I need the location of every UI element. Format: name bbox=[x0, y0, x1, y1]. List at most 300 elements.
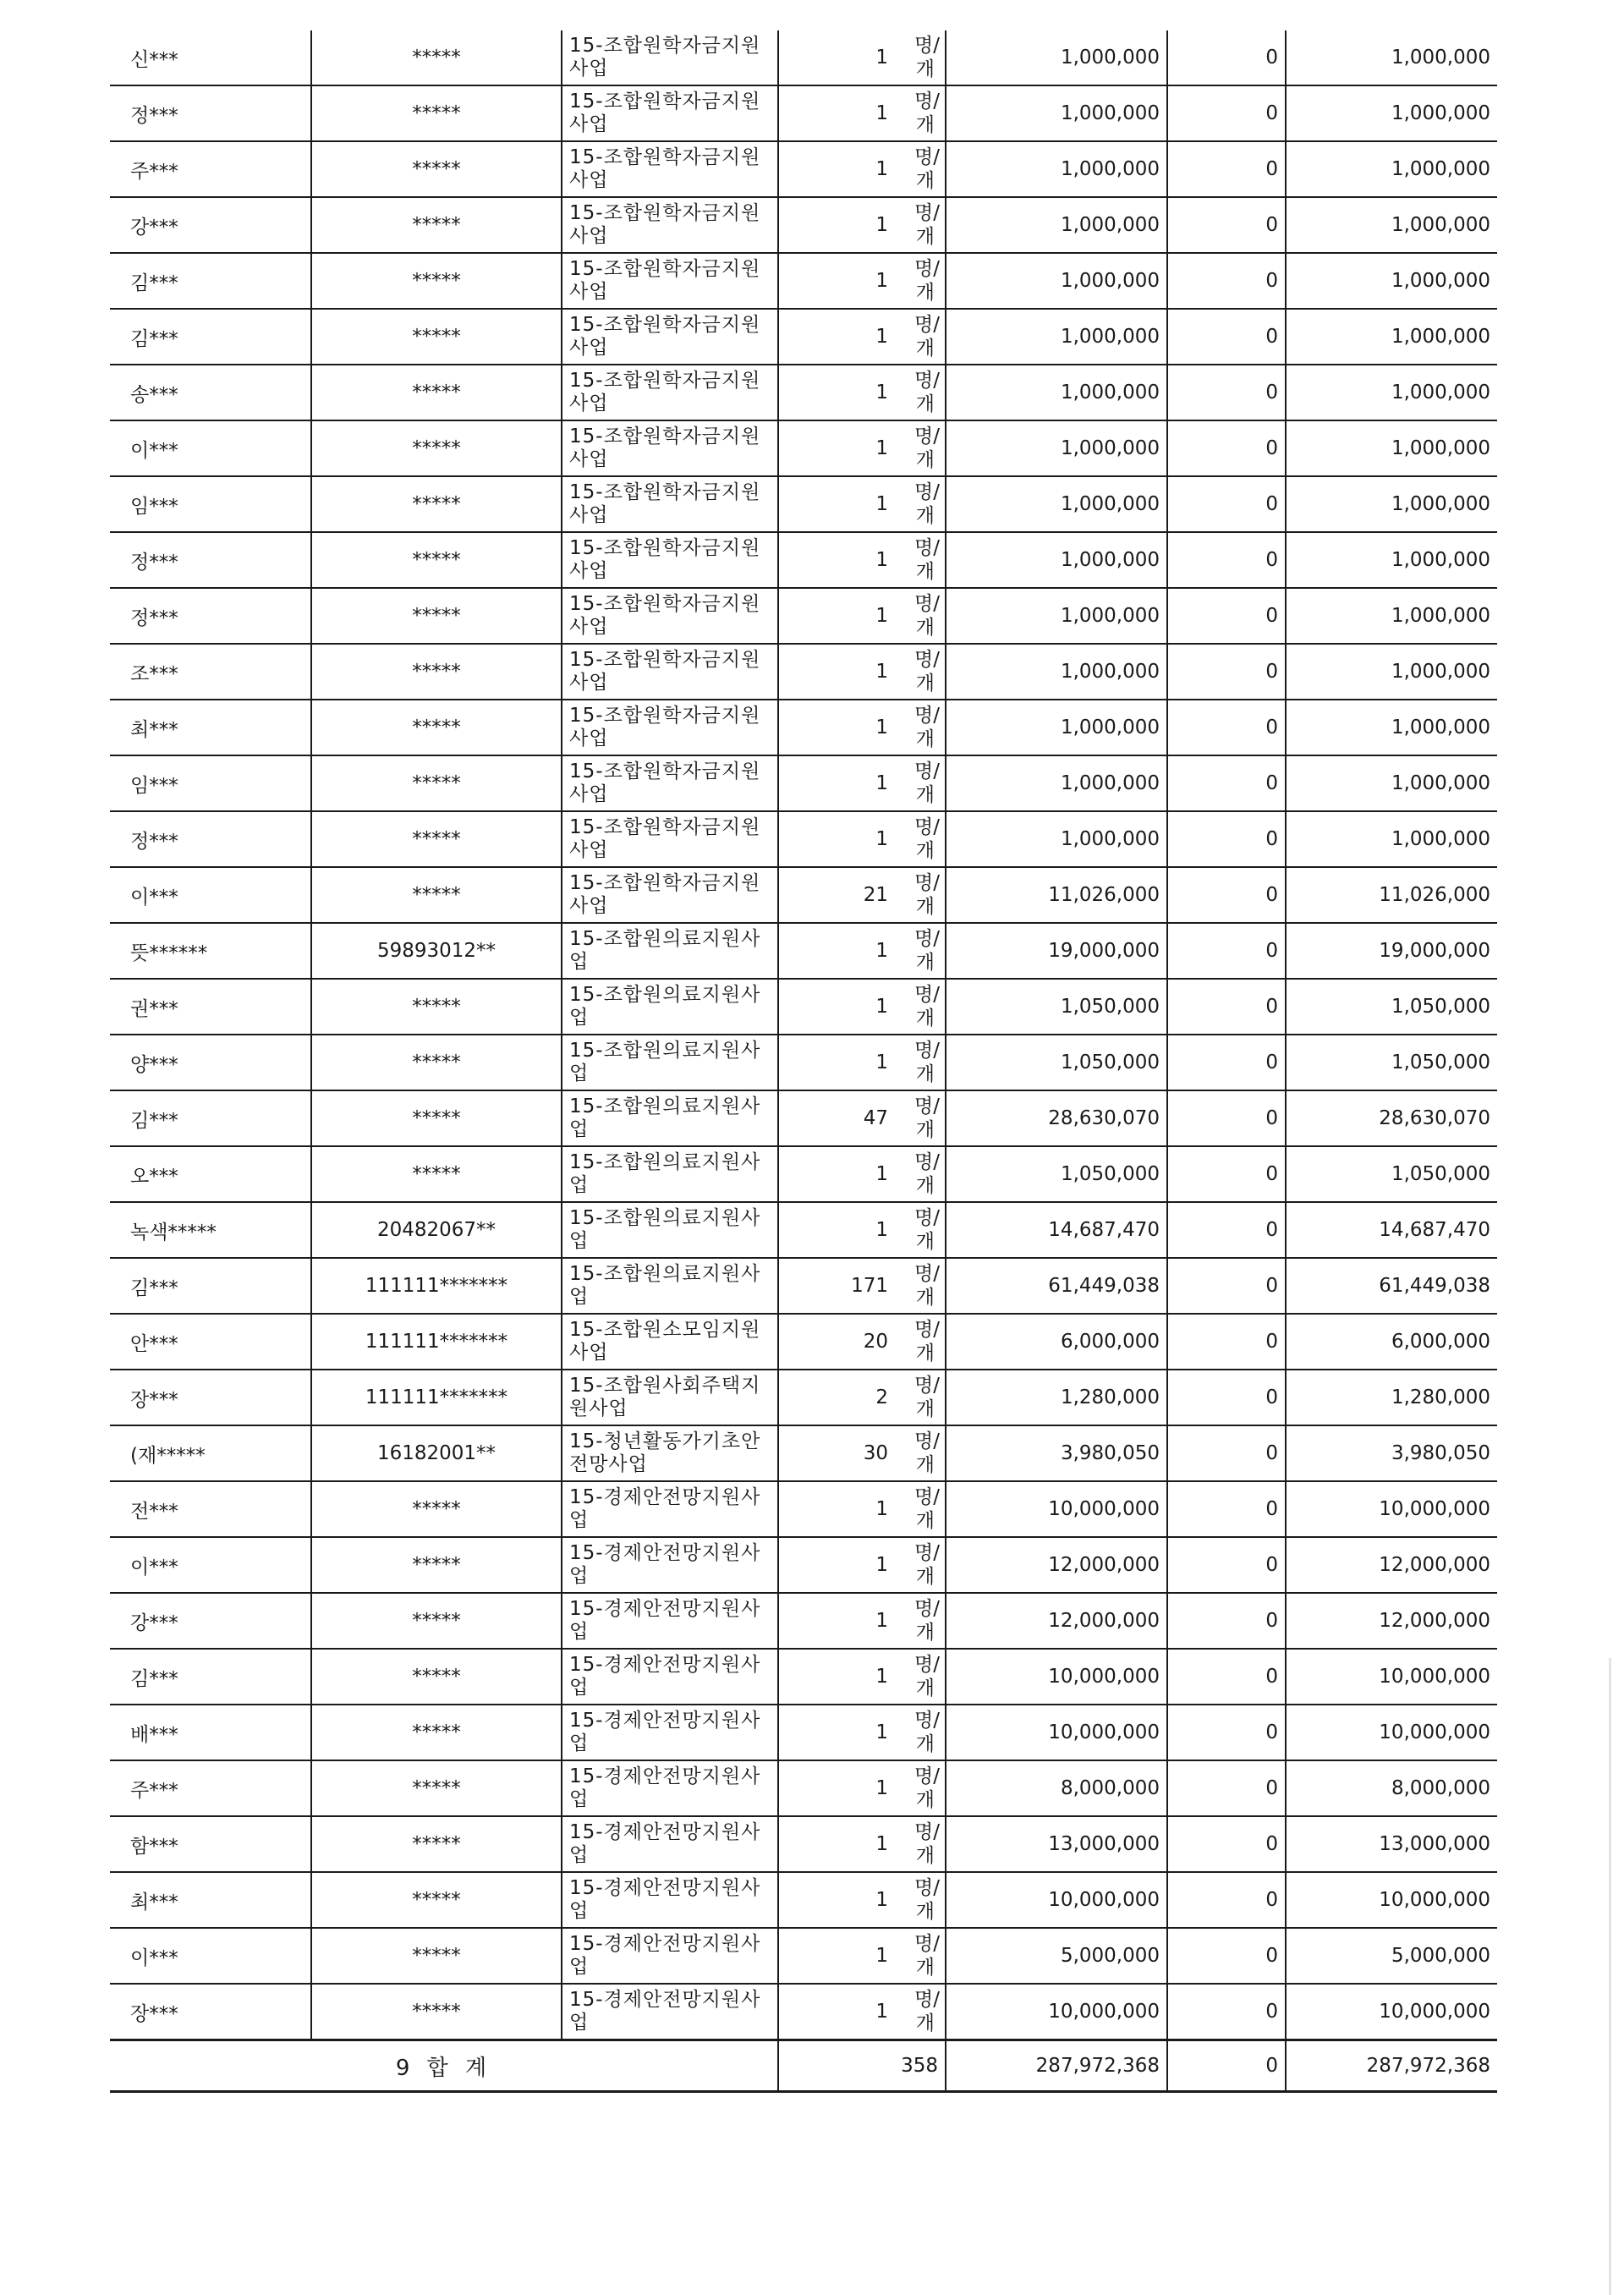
program-name: 15-조합원의료지원사업 bbox=[562, 1090, 778, 1146]
table-row bbox=[110, 1705, 1497, 1760]
recipient-id: ***** bbox=[311, 700, 562, 755]
total-amount: 10,000,000 bbox=[1286, 1705, 1497, 1760]
unit-label-bottom: 개 bbox=[915, 1733, 935, 1755]
table-row bbox=[110, 588, 1497, 644]
unit-cell bbox=[905, 1314, 946, 1370]
total-amount: 14,687,470 bbox=[1286, 1202, 1497, 1258]
deduction: 0 bbox=[1167, 588, 1286, 644]
table-row bbox=[110, 532, 1497, 588]
program-name: 15-조합원학자금지원사업 bbox=[562, 532, 778, 588]
unit-label-bottom: 개 bbox=[915, 1622, 935, 1644]
recipient-id: 111111******* bbox=[311, 1314, 562, 1370]
deduction: 0 bbox=[1167, 141, 1286, 197]
recipient-id: ***** bbox=[311, 1705, 562, 1760]
recipient-name: 이*** bbox=[110, 867, 311, 923]
program-name: 15-경제안전망지원사업 bbox=[562, 1649, 778, 1705]
recipient-id: ***** bbox=[311, 141, 562, 197]
recipient-name: 최*** bbox=[110, 700, 311, 755]
amount: 1,280,000 bbox=[946, 1370, 1167, 1425]
total-amount: 11,026,000 bbox=[1286, 867, 1497, 923]
unit-cell bbox=[905, 700, 946, 755]
amount: 10,000,000 bbox=[946, 1649, 1167, 1705]
recipient-name: 이*** bbox=[110, 1928, 311, 1984]
total-amount: 1,000,000 bbox=[1286, 309, 1497, 365]
deduction: 0 bbox=[1167, 923, 1286, 979]
quantity: 1 bbox=[778, 1537, 905, 1593]
unit-cell bbox=[905, 644, 946, 700]
table-row bbox=[110, 309, 1497, 365]
unit-cell bbox=[905, 1649, 946, 1705]
recipient-name: 권*** bbox=[110, 979, 311, 1035]
recipient-name: 오*** bbox=[110, 1146, 311, 1202]
recipient-id: 111111******* bbox=[311, 1258, 562, 1314]
unit-cell bbox=[905, 923, 946, 979]
table-row bbox=[110, 1202, 1497, 1258]
amount: 61,449,038 bbox=[946, 1258, 1167, 1314]
amount: 1,050,000 bbox=[946, 1035, 1167, 1090]
table-row bbox=[110, 923, 1497, 979]
table-row bbox=[110, 1258, 1497, 1314]
unit-cell bbox=[905, 1760, 946, 1816]
recipient-name: 신*** bbox=[110, 30, 311, 85]
unit-label-top: 명/ bbox=[914, 1095, 940, 1117]
amount: 1,000,000 bbox=[946, 700, 1167, 755]
recipient-id: ***** bbox=[311, 1146, 562, 1202]
quantity: 1 bbox=[778, 253, 905, 309]
table-row bbox=[110, 755, 1497, 811]
unit-label-bottom: 개 bbox=[915, 1789, 935, 1811]
program-name: 15-조합원소모임지원사업 bbox=[562, 1314, 778, 1370]
unit-label-top: 명/ bbox=[914, 370, 940, 392]
unit-cell bbox=[905, 309, 946, 365]
unit-label-bottom: 개 bbox=[915, 393, 935, 415]
unit-cell bbox=[905, 1258, 946, 1314]
total-amount: 1,280,000 bbox=[1286, 1370, 1497, 1425]
scan-edge-shadow bbox=[1609, 1658, 1611, 2295]
unit-label-bottom: 개 bbox=[915, 1677, 935, 1699]
deduction: 0 bbox=[1167, 309, 1286, 365]
quantity: 21 bbox=[778, 867, 905, 923]
amount: 1,000,000 bbox=[946, 30, 1167, 85]
unit-label-bottom: 개 bbox=[915, 673, 935, 695]
recipient-name: 이*** bbox=[110, 420, 311, 476]
total-amount: 1,000,000 bbox=[1286, 700, 1497, 755]
unit-label-top: 명/ bbox=[914, 984, 940, 1006]
deduction: 0 bbox=[1167, 644, 1286, 700]
unit-cell bbox=[905, 1816, 946, 1872]
quantity: 1 bbox=[778, 1593, 905, 1649]
unit-label-top: 명/ bbox=[914, 258, 940, 280]
recipient-name: 주*** bbox=[110, 141, 311, 197]
amount: 1,000,000 bbox=[946, 141, 1167, 197]
recipient-id: ***** bbox=[311, 1760, 562, 1816]
amount: 1,000,000 bbox=[946, 420, 1167, 476]
unit-label-bottom: 개 bbox=[915, 1231, 935, 1253]
amount: 8,000,000 bbox=[946, 1760, 1167, 1816]
total-amount: 1,000,000 bbox=[1286, 644, 1497, 700]
amount: 10,000,000 bbox=[946, 1705, 1167, 1760]
unit-label-top: 명/ bbox=[914, 760, 940, 782]
quantity: 1 bbox=[778, 1705, 905, 1760]
table-row bbox=[110, 1593, 1497, 1649]
recipient-name: 정*** bbox=[110, 811, 311, 867]
recipient-id: ***** bbox=[311, 309, 562, 365]
unit-label-bottom: 개 bbox=[915, 1175, 935, 1197]
quantity: 1 bbox=[778, 141, 905, 197]
recipient-id: ***** bbox=[311, 420, 562, 476]
total-amount: 28,630,070 bbox=[1286, 1090, 1497, 1146]
quantity: 1 bbox=[778, 476, 905, 532]
total-amount: 3,980,050 bbox=[1286, 1425, 1497, 1481]
program-name: 15-조합원학자금지원사업 bbox=[562, 476, 778, 532]
unit-label-bottom: 개 bbox=[915, 952, 935, 974]
recipient-name: 뜻****** bbox=[110, 923, 311, 979]
program-name: 15-조합원의료지원사업 bbox=[562, 1035, 778, 1090]
program-name: 15-조합원의료지원사업 bbox=[562, 979, 778, 1035]
program-name: 15-조합원의료지원사업 bbox=[562, 1202, 778, 1258]
recipient-id: 59893012** bbox=[311, 923, 562, 979]
recipient-id: ***** bbox=[311, 197, 562, 253]
table-row bbox=[110, 811, 1497, 867]
recipient-name: 조*** bbox=[110, 644, 311, 700]
table-row bbox=[110, 1928, 1497, 1984]
unit-label-top: 명/ bbox=[914, 146, 940, 168]
amount: 6,000,000 bbox=[946, 1314, 1167, 1370]
unit-cell bbox=[905, 1537, 946, 1593]
amount: 1,000,000 bbox=[946, 309, 1167, 365]
amount: 1,050,000 bbox=[946, 1146, 1167, 1202]
amount: 3,980,050 bbox=[946, 1425, 1167, 1481]
quantity: 47 bbox=[778, 1090, 905, 1146]
unit-label-top: 명/ bbox=[914, 35, 940, 57]
deduction: 0 bbox=[1167, 755, 1286, 811]
recipient-id: 16182001** bbox=[311, 1425, 562, 1481]
recipient-id: 20482067** bbox=[311, 1202, 562, 1258]
amount: 1,050,000 bbox=[946, 979, 1167, 1035]
recipient-name: 함*** bbox=[110, 1816, 311, 1872]
unit-label-bottom: 개 bbox=[915, 896, 935, 918]
deduction: 0 bbox=[1167, 1481, 1286, 1537]
unit-label-bottom: 개 bbox=[915, 1398, 935, 1420]
deduction: 0 bbox=[1167, 1258, 1286, 1314]
total-amount: 10,000,000 bbox=[1286, 1481, 1497, 1537]
recipient-id: ***** bbox=[311, 1593, 562, 1649]
unit-label-bottom: 개 bbox=[915, 505, 935, 527]
recipient-name: 배*** bbox=[110, 1705, 311, 1760]
amount: 11,026,000 bbox=[946, 867, 1167, 923]
unit-cell bbox=[905, 588, 946, 644]
unit-cell bbox=[905, 1928, 946, 1984]
quantity: 30 bbox=[778, 1425, 905, 1481]
total-amount: 61,449,038 bbox=[1286, 1258, 1497, 1314]
recipient-name: 장*** bbox=[110, 1984, 311, 2040]
unit-cell bbox=[905, 85, 946, 141]
program-name: 15-경제안전망지원사업 bbox=[562, 1481, 778, 1537]
unit-label-top: 명/ bbox=[914, 426, 940, 447]
unit-label-bottom: 개 bbox=[915, 1845, 935, 1867]
recipient-id: ***** bbox=[311, 476, 562, 532]
unit-label-bottom: 개 bbox=[915, 617, 935, 639]
total-amount: 6,000,000 bbox=[1286, 1314, 1497, 1370]
unit-label-top: 명/ bbox=[914, 202, 940, 224]
program-name: 15-조합원학자금지원사업 bbox=[562, 700, 778, 755]
unit-cell bbox=[905, 532, 946, 588]
recipient-name: 김*** bbox=[110, 1258, 311, 1314]
quantity: 1 bbox=[778, 979, 905, 1035]
amount: 1,000,000 bbox=[946, 644, 1167, 700]
unit-label-top: 명/ bbox=[914, 1542, 940, 1564]
unit-cell bbox=[905, 30, 946, 85]
table-row bbox=[110, 1090, 1497, 1146]
unit-label-top: 명/ bbox=[914, 1933, 940, 1955]
recipient-name: 김*** bbox=[110, 1090, 311, 1146]
table-row bbox=[110, 1816, 1497, 1872]
total-amount: 10,000,000 bbox=[1286, 1984, 1497, 2040]
amount: 12,000,000 bbox=[946, 1593, 1167, 1649]
unit-cell bbox=[905, 1370, 946, 1425]
recipient-id: ***** bbox=[311, 253, 562, 309]
total-amount: 1,000,000 bbox=[1286, 365, 1497, 420]
unit-label-bottom: 개 bbox=[915, 1510, 935, 1532]
table-row bbox=[110, 867, 1497, 923]
program-name: 15-청년활동가기초안전망사업 bbox=[562, 1425, 778, 1481]
recipient-id: ***** bbox=[311, 979, 562, 1035]
table-row bbox=[110, 979, 1497, 1035]
amount: 19,000,000 bbox=[946, 923, 1167, 979]
total-amount: 1,000,000 bbox=[1286, 420, 1497, 476]
quantity: 1 bbox=[778, 1035, 905, 1090]
table-row bbox=[110, 1984, 1497, 2040]
amount: 1,000,000 bbox=[946, 588, 1167, 644]
table-row bbox=[110, 420, 1497, 476]
recipient-name: 김*** bbox=[110, 1649, 311, 1705]
deduction: 0 bbox=[1167, 811, 1286, 867]
total-amount: 1,050,000 bbox=[1286, 1035, 1497, 1090]
recipient-name: 강*** bbox=[110, 197, 311, 253]
table-row bbox=[110, 1370, 1497, 1425]
program-name: 15-조합원학자금지원사업 bbox=[562, 197, 778, 253]
unit-cell bbox=[905, 1872, 946, 1928]
unit-label-bottom: 개 bbox=[915, 58, 935, 80]
recipient-name: 양*** bbox=[110, 1035, 311, 1090]
unit-label-bottom: 개 bbox=[915, 1007, 935, 1029]
table-row bbox=[110, 1872, 1497, 1928]
deduction: 0 bbox=[1167, 532, 1286, 588]
recipient-name: 송*** bbox=[110, 365, 311, 420]
unit-label-top: 명/ bbox=[914, 928, 940, 950]
amount: 1,000,000 bbox=[946, 197, 1167, 253]
recipient-name: (재***** bbox=[110, 1425, 311, 1481]
unit-cell bbox=[905, 867, 946, 923]
quantity: 1 bbox=[778, 700, 905, 755]
unit-cell bbox=[905, 1090, 946, 1146]
deduction: 0 bbox=[1167, 1593, 1286, 1649]
program-name: 15-조합원학자금지원사업 bbox=[562, 253, 778, 309]
unit-label-top: 명/ bbox=[914, 1151, 940, 1173]
recipient-id: ***** bbox=[311, 588, 562, 644]
recipient-id: ***** bbox=[311, 1537, 562, 1593]
total-amount: 1,000,000 bbox=[1286, 253, 1497, 309]
recipient-name: 주*** bbox=[110, 1760, 311, 1816]
quantity: 1 bbox=[778, 1760, 905, 1816]
unit-label-bottom: 개 bbox=[915, 784, 935, 806]
unit-label-top: 명/ bbox=[914, 705, 940, 727]
amount: 10,000,000 bbox=[946, 1481, 1167, 1537]
unit-label-top: 명/ bbox=[914, 1207, 940, 1229]
table-row bbox=[110, 141, 1497, 197]
program-name: 15-경제안전망지원사업 bbox=[562, 1928, 778, 1984]
program-name: 15-조합원학자금지원사업 bbox=[562, 141, 778, 197]
recipient-id: ***** bbox=[311, 867, 562, 923]
unit-label-bottom: 개 bbox=[915, 170, 935, 192]
unit-label-top: 명/ bbox=[914, 816, 940, 838]
program-name: 15-조합원학자금지원사업 bbox=[562, 755, 778, 811]
unit-cell bbox=[905, 1984, 946, 2040]
amount: 1,000,000 bbox=[946, 811, 1167, 867]
unit-label-bottom: 개 bbox=[915, 1901, 935, 1923]
amount: 14,687,470 bbox=[946, 1202, 1167, 1258]
deduction: 0 bbox=[1167, 700, 1286, 755]
unit-cell bbox=[905, 420, 946, 476]
unit-cell bbox=[905, 1425, 946, 1481]
program-name: 15-조합원학자금지원사업 bbox=[562, 85, 778, 141]
table-row bbox=[110, 1146, 1497, 1202]
total-amount: 1,000,000 bbox=[1286, 588, 1497, 644]
amount: 10,000,000 bbox=[946, 1984, 1167, 2040]
summary-total: 287,972,368 bbox=[1286, 2040, 1497, 2092]
program-name: 15-조합원의료지원사업 bbox=[562, 1258, 778, 1314]
quantity: 1 bbox=[778, 588, 905, 644]
total-amount: 12,000,000 bbox=[1286, 1537, 1497, 1593]
recipient-name: 임*** bbox=[110, 476, 311, 532]
total-amount: 1,000,000 bbox=[1286, 30, 1497, 85]
deduction: 0 bbox=[1167, 1928, 1286, 1984]
unit-label-bottom: 개 bbox=[915, 1566, 935, 1588]
table-row bbox=[110, 85, 1497, 141]
recipient-id: ***** bbox=[311, 532, 562, 588]
total-amount: 1,000,000 bbox=[1286, 85, 1497, 141]
recipient-id: ***** bbox=[311, 365, 562, 420]
recipient-id: ***** bbox=[311, 644, 562, 700]
amount: 1,000,000 bbox=[946, 253, 1167, 309]
program-name: 15-조합원학자금지원사업 bbox=[562, 644, 778, 700]
unit-label-top: 명/ bbox=[914, 1821, 940, 1843]
deduction: 0 bbox=[1167, 1090, 1286, 1146]
recipient-name: 정*** bbox=[110, 588, 311, 644]
total-amount: 1,000,000 bbox=[1286, 141, 1497, 197]
unit-cell bbox=[905, 1593, 946, 1649]
table-row bbox=[110, 30, 1497, 85]
program-name: 15-경제안전망지원사업 bbox=[562, 1705, 778, 1760]
disbursement-table bbox=[110, 30, 1497, 2093]
deduction: 0 bbox=[1167, 979, 1286, 1035]
deduction: 0 bbox=[1167, 1035, 1286, 1090]
recipient-id: ***** bbox=[311, 1928, 562, 1984]
unit-cell bbox=[905, 253, 946, 309]
table-row bbox=[110, 1649, 1497, 1705]
recipient-name: 장*** bbox=[110, 1370, 311, 1425]
unit-cell bbox=[905, 811, 946, 867]
unit-cell bbox=[905, 141, 946, 197]
program-name: 15-경제안전망지원사업 bbox=[562, 1760, 778, 1816]
total-amount: 19,000,000 bbox=[1286, 923, 1497, 979]
program-name: 15-경제안전망지원사업 bbox=[562, 1816, 778, 1872]
quantity: 20 bbox=[778, 1314, 905, 1370]
unit-cell bbox=[905, 755, 946, 811]
recipient-id: ***** bbox=[311, 811, 562, 867]
unit-label-bottom: 개 bbox=[915, 114, 935, 136]
deduction: 0 bbox=[1167, 1816, 1286, 1872]
summary-amount: 287,972,368 bbox=[946, 2040, 1167, 2092]
deduction: 0 bbox=[1167, 1872, 1286, 1928]
unit-label-bottom: 개 bbox=[915, 1119, 935, 1141]
total-amount: 1,050,000 bbox=[1286, 1146, 1497, 1202]
unit-label-top: 명/ bbox=[914, 314, 940, 336]
unit-label-top: 명/ bbox=[914, 1486, 940, 1508]
unit-label-top: 명/ bbox=[914, 537, 940, 559]
recipient-name: 강*** bbox=[110, 1593, 311, 1649]
deduction: 0 bbox=[1167, 85, 1286, 141]
table-row bbox=[110, 1314, 1497, 1370]
quantity: 1 bbox=[778, 1928, 905, 1984]
total-amount: 12,000,000 bbox=[1286, 1593, 1497, 1649]
unit-cell bbox=[905, 1146, 946, 1202]
program-name: 15-경제안전망지원사업 bbox=[562, 1593, 778, 1649]
total-amount: 10,000,000 bbox=[1286, 1872, 1497, 1928]
amount: 1,000,000 bbox=[946, 365, 1167, 420]
recipient-id: ***** bbox=[311, 1984, 562, 2040]
deduction: 0 bbox=[1167, 1425, 1286, 1481]
table-row bbox=[110, 1760, 1497, 1816]
recipient-name: 이*** bbox=[110, 1537, 311, 1593]
deduction: 0 bbox=[1167, 1984, 1286, 2040]
unit-label-bottom: 개 bbox=[915, 1342, 935, 1364]
program-name: 15-조합원사회주택지원사업 bbox=[562, 1370, 778, 1425]
deduction: 0 bbox=[1167, 1314, 1286, 1370]
recipient-id: ***** bbox=[311, 755, 562, 811]
recipient-name: 안*** bbox=[110, 1314, 311, 1370]
recipient-id: ***** bbox=[311, 30, 562, 85]
unit-label-top: 명/ bbox=[914, 1430, 940, 1452]
quantity: 1 bbox=[778, 1146, 905, 1202]
quantity: 1 bbox=[778, 1984, 905, 2040]
unit-label-bottom: 개 bbox=[915, 226, 935, 248]
total-amount: 8,000,000 bbox=[1286, 1760, 1497, 1816]
unit-label-bottom: 개 bbox=[915, 1287, 935, 1309]
recipient-name: 김*** bbox=[110, 309, 311, 365]
unit-label-bottom: 개 bbox=[915, 1454, 935, 1476]
unit-label-top: 명/ bbox=[914, 1040, 940, 1062]
quantity: 1 bbox=[778, 365, 905, 420]
amount: 12,000,000 bbox=[946, 1537, 1167, 1593]
deduction: 0 bbox=[1167, 867, 1286, 923]
total-amount: 5,000,000 bbox=[1286, 1928, 1497, 1984]
total-amount: 1,000,000 bbox=[1286, 532, 1497, 588]
unit-label-bottom: 개 bbox=[915, 2012, 935, 2034]
total-amount: 1,000,000 bbox=[1286, 811, 1497, 867]
table-row bbox=[110, 1481, 1497, 1537]
deduction: 0 bbox=[1167, 1370, 1286, 1425]
table-row bbox=[110, 700, 1497, 755]
quantity: 1 bbox=[778, 30, 905, 85]
program-name: 15-조합원학자금지원사업 bbox=[562, 867, 778, 923]
recipient-name: 최*** bbox=[110, 1872, 311, 1928]
program-name: 15-조합원학자금지원사업 bbox=[562, 811, 778, 867]
quantity: 1 bbox=[778, 532, 905, 588]
quantity: 2 bbox=[778, 1370, 905, 1425]
table-row bbox=[110, 253, 1497, 309]
quantity: 1 bbox=[778, 811, 905, 867]
